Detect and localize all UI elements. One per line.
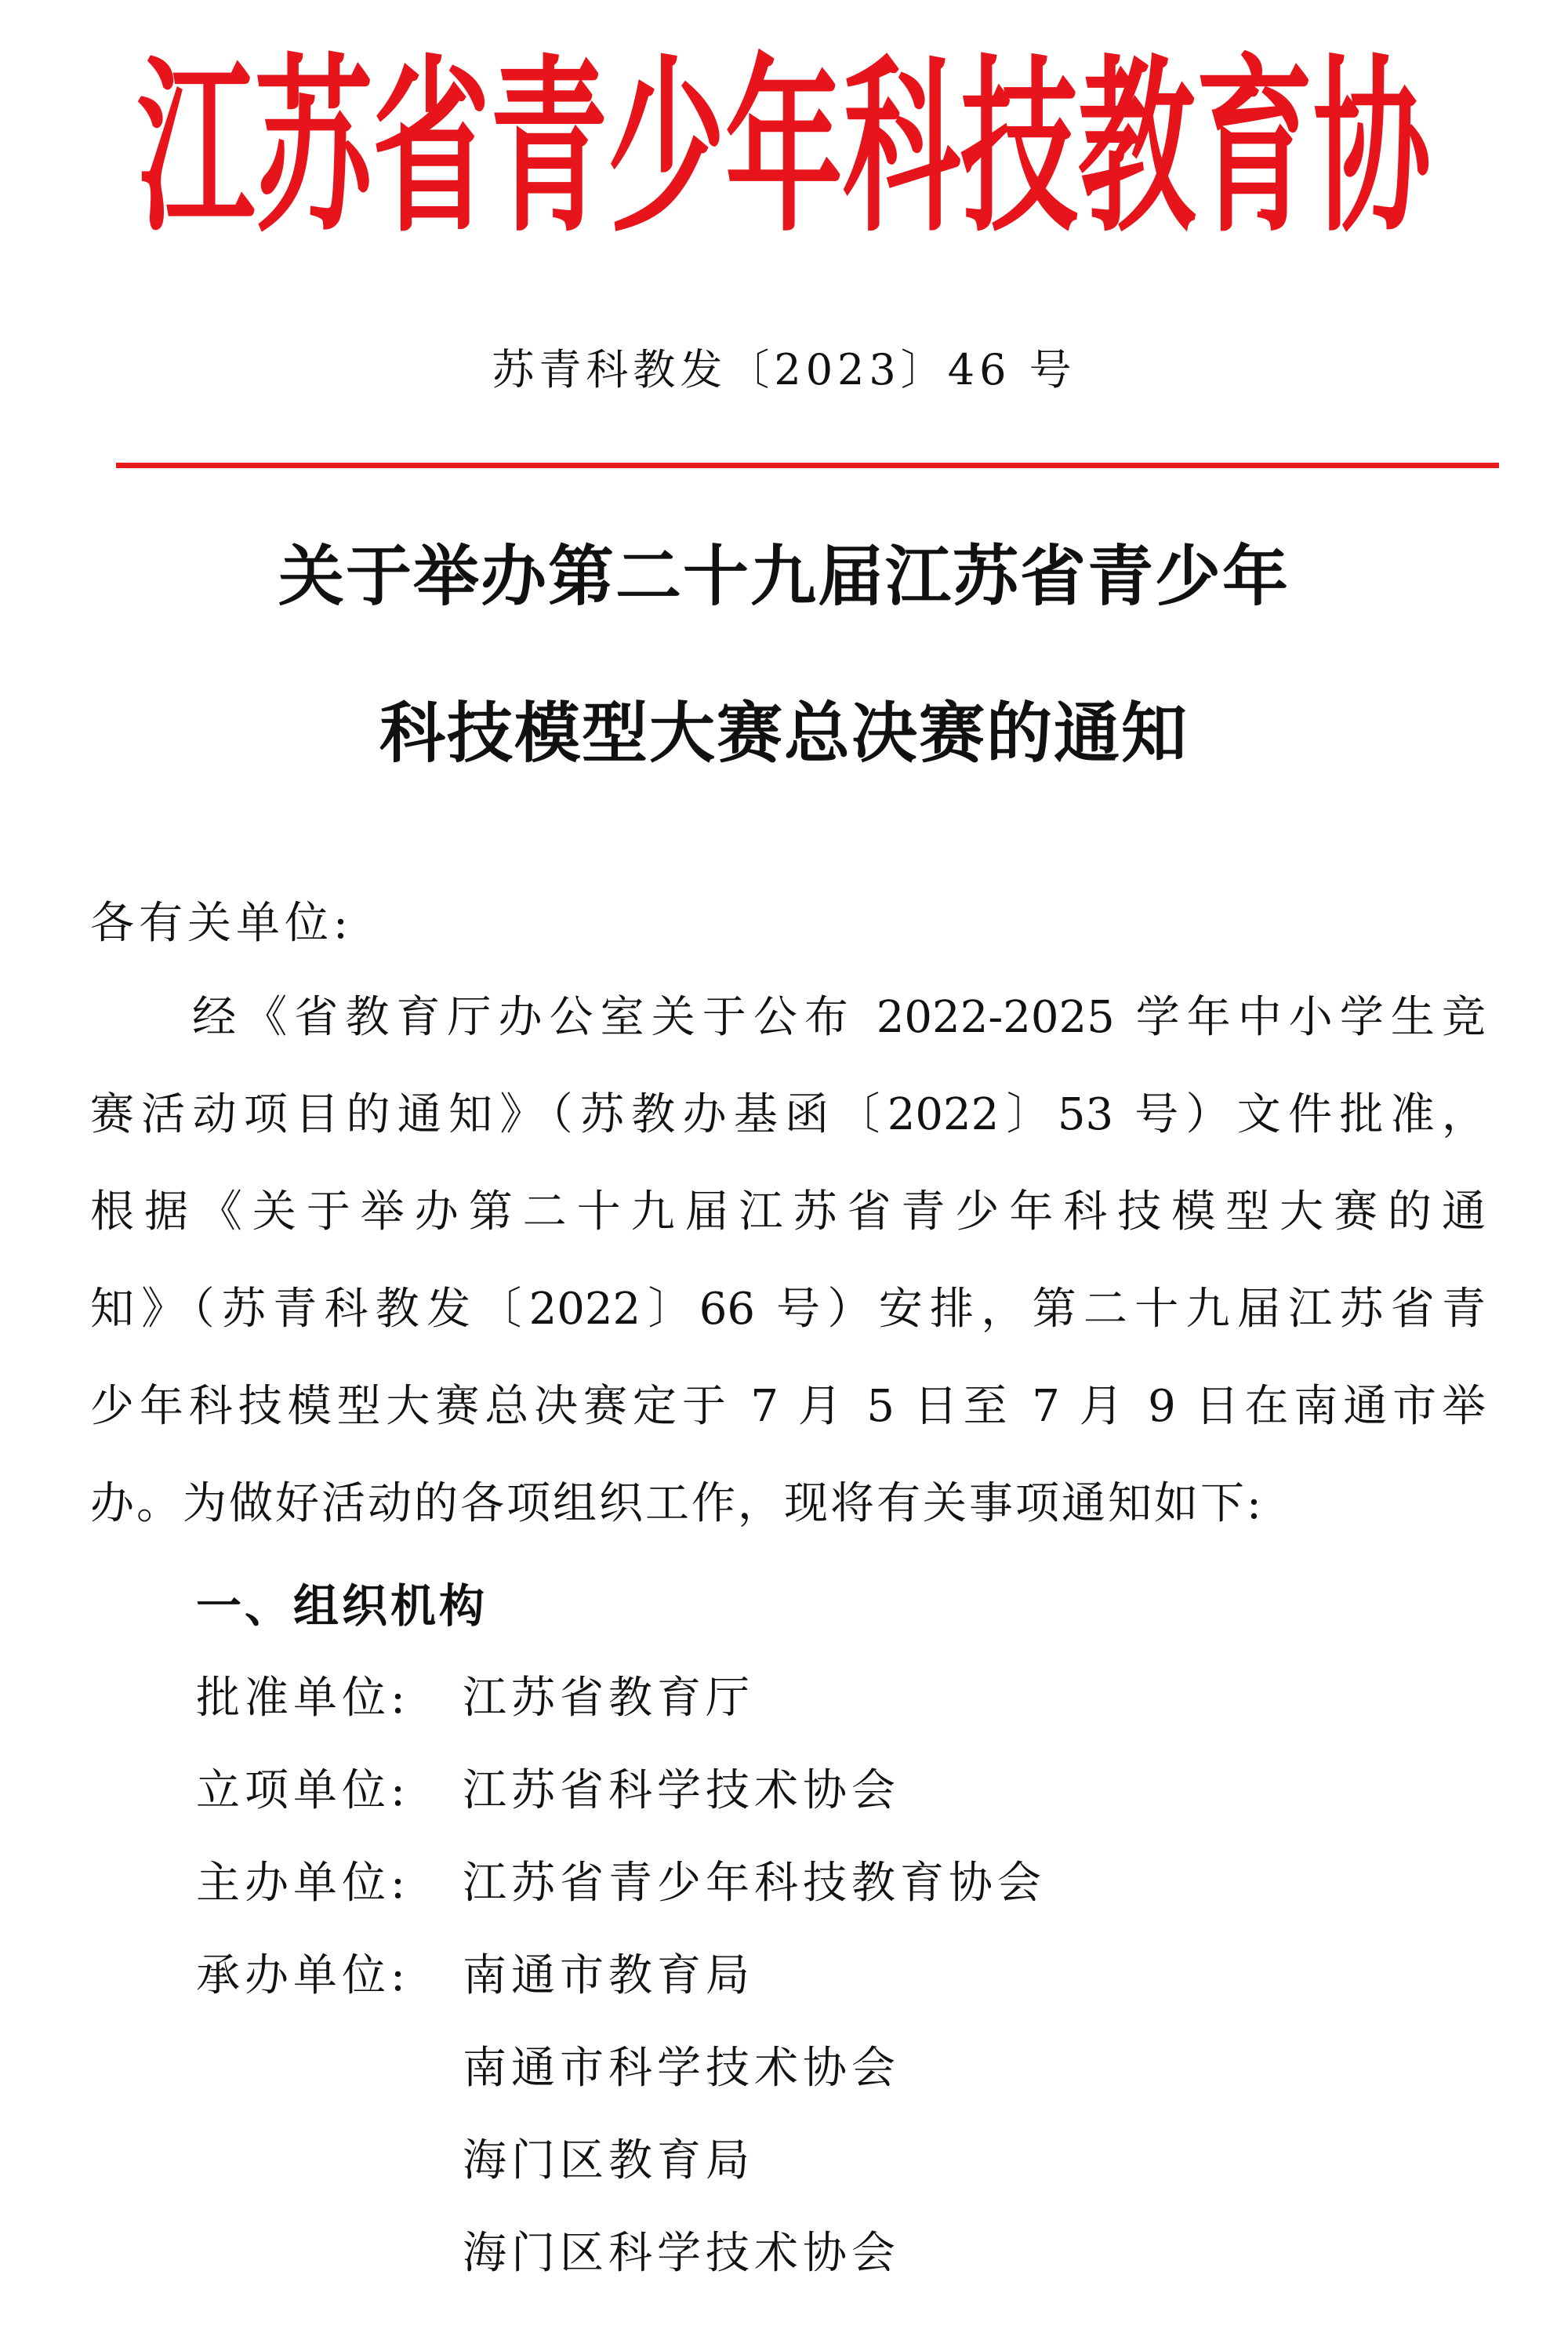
salutation: 各有关单位: (90, 898, 353, 949)
issuing-organization-header: 江苏省青少年科技教育协 (136, 39, 1431, 259)
org-row-organizer-3 (196, 2130, 754, 2193)
org-label: 批准单位: (196, 1673, 410, 1724)
paragraph-line: 经《省教育厅办公室关于公布 2022-2025 学年中小学生竞 (90, 992, 1486, 1043)
org-label: 立项单位: (196, 1765, 410, 1816)
org-row-host (196, 1852, 1046, 1915)
org-value: 江苏省教育厅 (463, 1673, 754, 1724)
paragraph-line: 少年科技模型大赛总决赛定于 7 月 5 日至 7 月 9 日在南通市举 (90, 1381, 1486, 1432)
notice-title-line-2: 科技模型大赛总决赛的通知 (379, 695, 1189, 772)
org-value: 江苏省青少年科技教育协会 (463, 1858, 1046, 1909)
paragraph-line: 根据《关于举办第二十九届江苏省青少年科技模型大赛的通 (90, 1186, 1486, 1237)
org-value: 海门区教育局 (463, 2135, 754, 2186)
paragraph-line: 赛活动项目的通知》（苏教办基函〔2022〕53 号）文件批准， (90, 1089, 1486, 1140)
org-label: 承办单位: (196, 1950, 410, 2001)
org-value: 南通市科学技术协会 (463, 2043, 900, 2094)
paragraph-line: 知》（苏青科教发〔2022〕66 号）安排，第二十九届江苏省青 (90, 1284, 1486, 1335)
paragraph-line: 办。为做好活动的各项组织工作，现将有关事项通知如下: (90, 1478, 1264, 1529)
org-label: 主办单位: (196, 1858, 410, 1909)
notice-title-line-1: 关于举办第二十九届江苏省青少年 (278, 538, 1290, 615)
org-row-organizer-2 (196, 2037, 900, 2100)
org-row-approval (196, 1667, 754, 1730)
org-row-organizer-4 (196, 2222, 900, 2285)
org-value: 南通市教育局 (463, 1950, 754, 2001)
section-heading-organization: 一、组织机构 (196, 1579, 488, 1633)
org-row-organizer (196, 1945, 754, 2007)
document-number: 苏青科教发〔2023〕46 号 (492, 345, 1076, 394)
red-divider-line (116, 463, 1499, 468)
org-value: 江苏省科学技术协会 (463, 1765, 900, 1816)
org-row-project (196, 1760, 900, 1822)
org-value: 海门区科学技术协会 (463, 2228, 900, 2279)
